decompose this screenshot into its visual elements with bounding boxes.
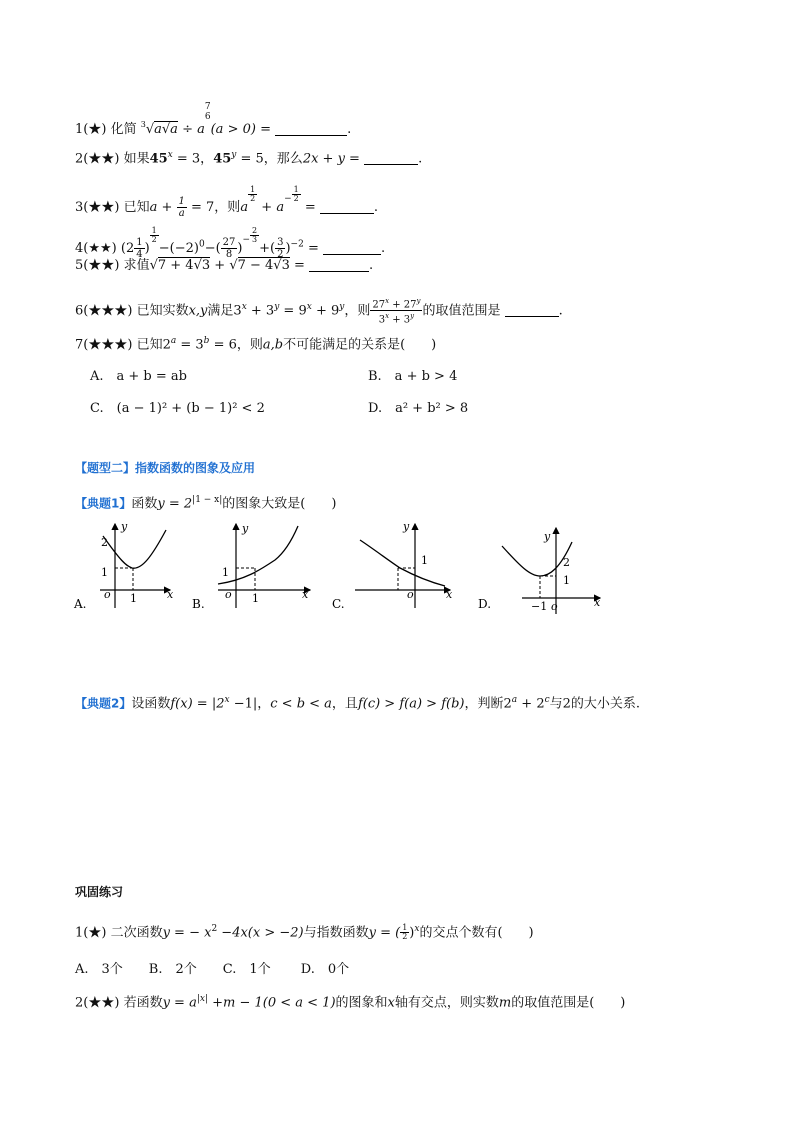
and: ，且 [331, 696, 358, 712]
mid: 与指数函数 [303, 925, 369, 941]
tail: 的图象大致是( ) [222, 496, 337, 512]
tail: 的取值范围是 [422, 303, 501, 319]
expression: y = a [162, 995, 197, 1011]
exp-fraction: $\frac{2}{3}$ [252, 226, 258, 244]
problem-text: 如果 [123, 151, 150, 167]
tail: 轴有交点，则实数 [394, 995, 499, 1011]
exp: a [170, 336, 177, 346]
exp-fraction: $\frac{1}{2}$ [293, 185, 299, 203]
practice-1 [75, 921, 534, 941]
base: a [197, 122, 205, 137]
problem-number: 2(★★) [75, 995, 120, 1011]
tick-2: 2 [101, 536, 108, 549]
option-b[interactable]: B. a + b > 4 [368, 369, 458, 384]
judge: ，判断 [464, 696, 504, 712]
eq2: 45 [213, 151, 232, 167]
expression: y = ( [368, 925, 401, 941]
tail: 与2的大小关系. [549, 696, 641, 712]
term: = 9 [279, 303, 307, 319]
term: 2 [162, 337, 171, 353]
problem-1: 1(★) 化简 $^3$√a√a ÷ a 7 6 (a > 0) = . [75, 102, 352, 137]
tick-neg1: −1 [531, 600, 548, 613]
exp-fraction: $\frac{1}{2}$ [250, 185, 256, 203]
fraction: $\frac{1}{2}$ [402, 923, 408, 942]
term: + 2 [517, 696, 545, 712]
exp: x [414, 924, 420, 934]
term: (2 [120, 241, 135, 256]
paren: ) [285, 241, 291, 256]
term: −( [204, 241, 221, 256]
var: x [387, 995, 395, 1011]
svg-text:2: 2 [563, 556, 570, 569]
rest: = 7，则 [186, 200, 241, 215]
exp: −2 [290, 239, 304, 250]
function-rest: −1|， [229, 696, 271, 712]
problem-text: 二次函数 [110, 925, 163, 941]
expression: −4x(x > −2) [217, 925, 304, 941]
term: = 3 [176, 337, 204, 353]
eq: = [303, 241, 323, 256]
answer-blank[interactable] [275, 123, 347, 136]
problem-7 [75, 333, 436, 353]
problem-number: 7(★★★) [75, 337, 133, 353]
exp: |x| [196, 994, 208, 1004]
paren: ) [237, 241, 243, 256]
problem-5 [75, 258, 373, 274]
tail: 的交点个数有( ) [419, 925, 534, 941]
y-label: y [121, 520, 128, 533]
problem-number: 3(★★) [75, 200, 120, 215]
tail: 的取值范围是( ) [511, 995, 626, 1011]
neg: − [284, 194, 292, 204]
term: −(−2) [158, 241, 199, 256]
svg-text:o: o [551, 600, 558, 613]
svg-text:x: x [594, 596, 601, 609]
end: . [418, 151, 423, 167]
graph-label: C. [332, 597, 345, 611]
graph-options [70, 518, 794, 618]
problem-text: 已知实数 [136, 303, 189, 319]
paren: ) [409, 925, 415, 941]
problem-text: 函数 [131, 496, 158, 512]
eq2-rest: = 5，那么 [236, 151, 303, 167]
expression: y = − x [162, 925, 212, 941]
practice-title: 巩固练习 [75, 885, 124, 899]
eq1-rest: = 3， [172, 151, 214, 167]
answer-blank[interactable] [505, 304, 559, 317]
origin: o [104, 588, 111, 601]
eq: = [300, 200, 320, 215]
svg-text:o: o [225, 588, 232, 601]
term: +( [259, 241, 276, 256]
practice-2 [75, 991, 625, 1011]
eq: = [289, 258, 310, 273]
condition: c < b < a [270, 696, 332, 712]
mid: 满足 [207, 303, 234, 319]
fraction: $\frac{3}{2}$ [277, 237, 284, 260]
function: f(x) = |2 [170, 696, 225, 712]
term: + 9 [311, 303, 340, 319]
exp: 2 [211, 924, 218, 934]
problem-text: 求值 [123, 258, 150, 273]
inequality: f(c) > f(a) > f(b) [357, 696, 465, 712]
answer-blank[interactable] [309, 259, 369, 272]
x-label: x [167, 588, 174, 601]
graph-b[interactable] [192, 522, 310, 611]
problem-text: 已知 [123, 200, 150, 215]
fraction: $\frac{1}{4}$ [136, 237, 143, 260]
problem-number: 5(★★) [75, 258, 120, 273]
exp: x [224, 695, 230, 705]
exp: y [274, 302, 280, 312]
end: . [381, 241, 386, 256]
graph-d[interactable] [478, 528, 601, 614]
tick-1: 1 [101, 566, 108, 579]
problem-text: 已知 [136, 337, 163, 353]
eq2-exp: y [231, 150, 237, 160]
section-title: 【题型二】指数函数的图象及应用 [75, 461, 256, 475]
radicand: a√a [154, 122, 178, 137]
answer-blank[interactable] [320, 201, 374, 214]
svg-text:y: y [403, 520, 410, 533]
svg-text:x: x [446, 588, 453, 601]
end: . [373, 200, 379, 215]
fraction: $\frac{1}{a}$ [178, 196, 185, 219]
graph-label: A. [74, 597, 87, 611]
sqrt-icon: √ [229, 258, 238, 273]
radicand: 7 + 4√3 [157, 258, 211, 273]
sqrt-icon: √ [149, 258, 158, 273]
term: 2 [503, 696, 512, 712]
exp: y [339, 302, 345, 312]
term: + 3 [246, 303, 275, 319]
expression: +m − 1(0 < a < 1) [207, 995, 336, 1011]
root-index: 3 [140, 120, 146, 129]
eq1-exp: x [167, 150, 173, 160]
tick-x1: 1 [130, 592, 137, 605]
example-2 [75, 692, 640, 712]
option-c[interactable]: C. (a − 1)² + (b − 1)² < 2 [90, 401, 265, 416]
rest: = 6，则 [209, 337, 263, 353]
fraction: $\frac{27^x + 27^y}{3^x + 3^y}$ [372, 297, 421, 326]
base: a [240, 200, 249, 215]
vars: a,b [262, 337, 284, 353]
example-1 [75, 492, 336, 512]
exp: x [241, 302, 247, 312]
svg-text:y: y [544, 530, 551, 543]
exp: a [511, 695, 518, 705]
expression: 2x + y = [302, 151, 360, 167]
problem-text: 化简 [110, 122, 137, 137]
exp: c [544, 695, 550, 705]
plus: + [210, 258, 230, 273]
exponent-fraction: 7 6 [204, 102, 211, 122]
eq1: 45 [149, 151, 168, 167]
svg-text:y: y [242, 522, 249, 535]
option-d[interactable]: D. a² + b² > 8 [368, 401, 469, 416]
svg-text:1: 1 [563, 574, 570, 587]
term: 3 [233, 303, 242, 319]
div-sign: ÷ [182, 122, 198, 137]
option-a[interactable]: A. a + b = ab [90, 369, 187, 384]
practice-1-options[interactable]: A. 3个 B. 2个 C. 1个 D. 0个 [75, 962, 350, 977]
exp-fraction: $\frac{1}{2}$ [151, 226, 157, 244]
tick-1: 1 [421, 554, 428, 567]
problem-4 [75, 227, 385, 260]
problem-text: 设函数 [131, 696, 171, 712]
answer-blank[interactable] [323, 242, 381, 255]
problem-text: 若函数 [123, 995, 163, 1011]
sqrt-icon: √ [145, 122, 155, 137]
svg-text:1: 1 [222, 566, 229, 579]
then: ，则 [344, 303, 371, 319]
tail: 不可能满足的关系是( ) [283, 337, 437, 353]
vars: x,y [188, 303, 208, 319]
problem-6 [75, 296, 563, 326]
plus: + a [257, 200, 285, 215]
problem-number: 1(★) [75, 122, 107, 137]
problem-number: 4(★★) [75, 241, 117, 256]
problem-number: 1(★) [75, 925, 107, 941]
exp: x [306, 302, 312, 312]
expression: y = 2 [157, 496, 193, 512]
radicand: 7 − 4√3 [237, 258, 290, 273]
mid: 的图象和 [335, 995, 388, 1011]
graph-label: B. [192, 597, 205, 611]
svg-text:1: 1 [252, 592, 259, 605]
neg: − [242, 235, 251, 245]
end: . [369, 258, 374, 273]
exp: b [203, 336, 210, 346]
graph-c[interactable] [332, 520, 453, 611]
paren: ) [144, 241, 150, 256]
svg-text:o: o [407, 588, 414, 601]
problem-number: 6(★★★) [75, 303, 133, 319]
example-tag: 【典题1】 [75, 496, 132, 511]
fraction: $\frac{27}{8}$ [222, 237, 236, 260]
graph-label: D. [478, 597, 492, 611]
var: m [498, 995, 512, 1011]
end: . [558, 303, 563, 319]
problem-number: 2(★★) [75, 151, 120, 167]
exp: |1 − x| [192, 495, 223, 505]
condition: (a > 0) = [210, 122, 276, 137]
problem-3 [75, 186, 378, 219]
graph-a[interactable] [73, 520, 174, 611]
term: a + [149, 200, 177, 215]
example-tag: 【典题2】 [75, 696, 132, 711]
exp: 0 [198, 239, 205, 250]
answer-blank[interactable] [364, 152, 418, 165]
svg-text:x: x [302, 588, 309, 601]
problem-2 [75, 147, 422, 167]
